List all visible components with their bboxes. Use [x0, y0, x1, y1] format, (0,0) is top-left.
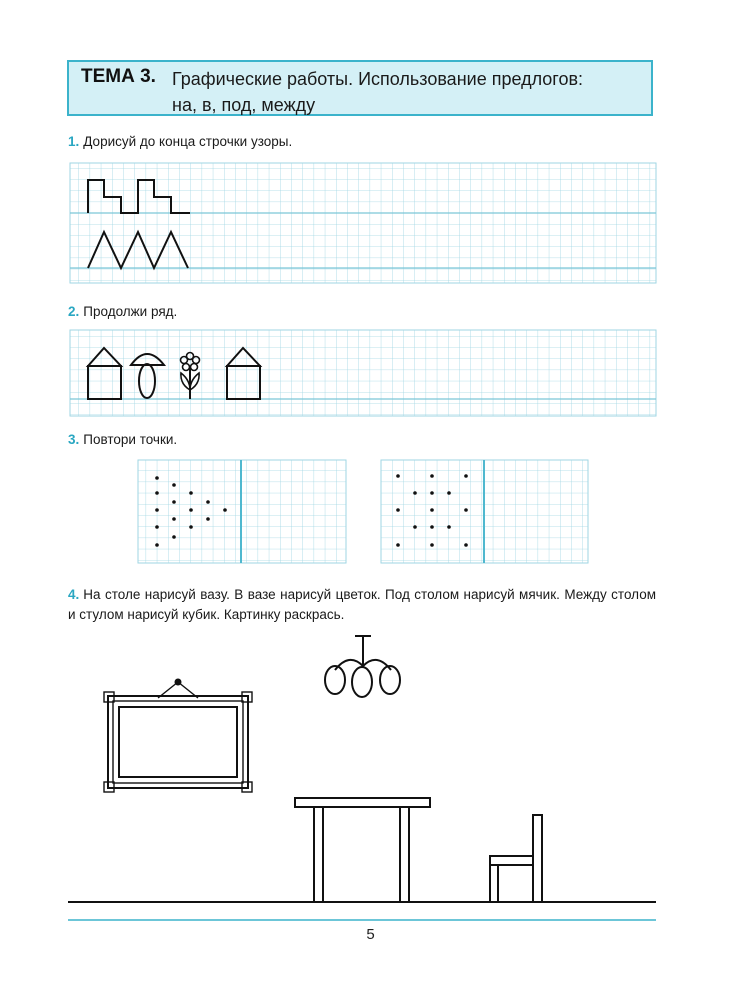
task-2-grid[interactable]: [70, 330, 656, 416]
chair: [490, 815, 542, 902]
task-2-text: Продолжи ряд.: [83, 304, 178, 319]
topic-title-line-2: на, в, под, между: [172, 95, 316, 115]
task-3-number: 3.: [68, 432, 80, 447]
task-4-number: 4.: [68, 587, 80, 602]
task-3-text: Повтори точки.: [83, 432, 178, 447]
task-3-grid-left[interactable]: [138, 460, 346, 563]
task-3-grid-right[interactable]: [381, 460, 588, 563]
chandelier: [325, 636, 400, 697]
topic-title-line-1: Графические работы. Использование предлогов:: [172, 69, 584, 89]
task-1-grid[interactable]: [70, 163, 656, 283]
task-1-text: Дорисуй до конца строчки узоры.: [83, 134, 293, 149]
task-4-text: На столе нарисуй вазу. В вазе нарисуй цветок. Под столом нарисуй мячик. Между столом и стулом нарисуй кубик. Картинку раскрась.: [68, 587, 656, 622]
task-1-number: 1.: [68, 134, 80, 149]
picture-frame: [104, 679, 252, 792]
task-2-number: 2.: [68, 304, 80, 319]
page-number: 5: [366, 926, 375, 943]
topic-label: ТЕМА 3.: [81, 66, 156, 87]
table: [295, 798, 430, 902]
